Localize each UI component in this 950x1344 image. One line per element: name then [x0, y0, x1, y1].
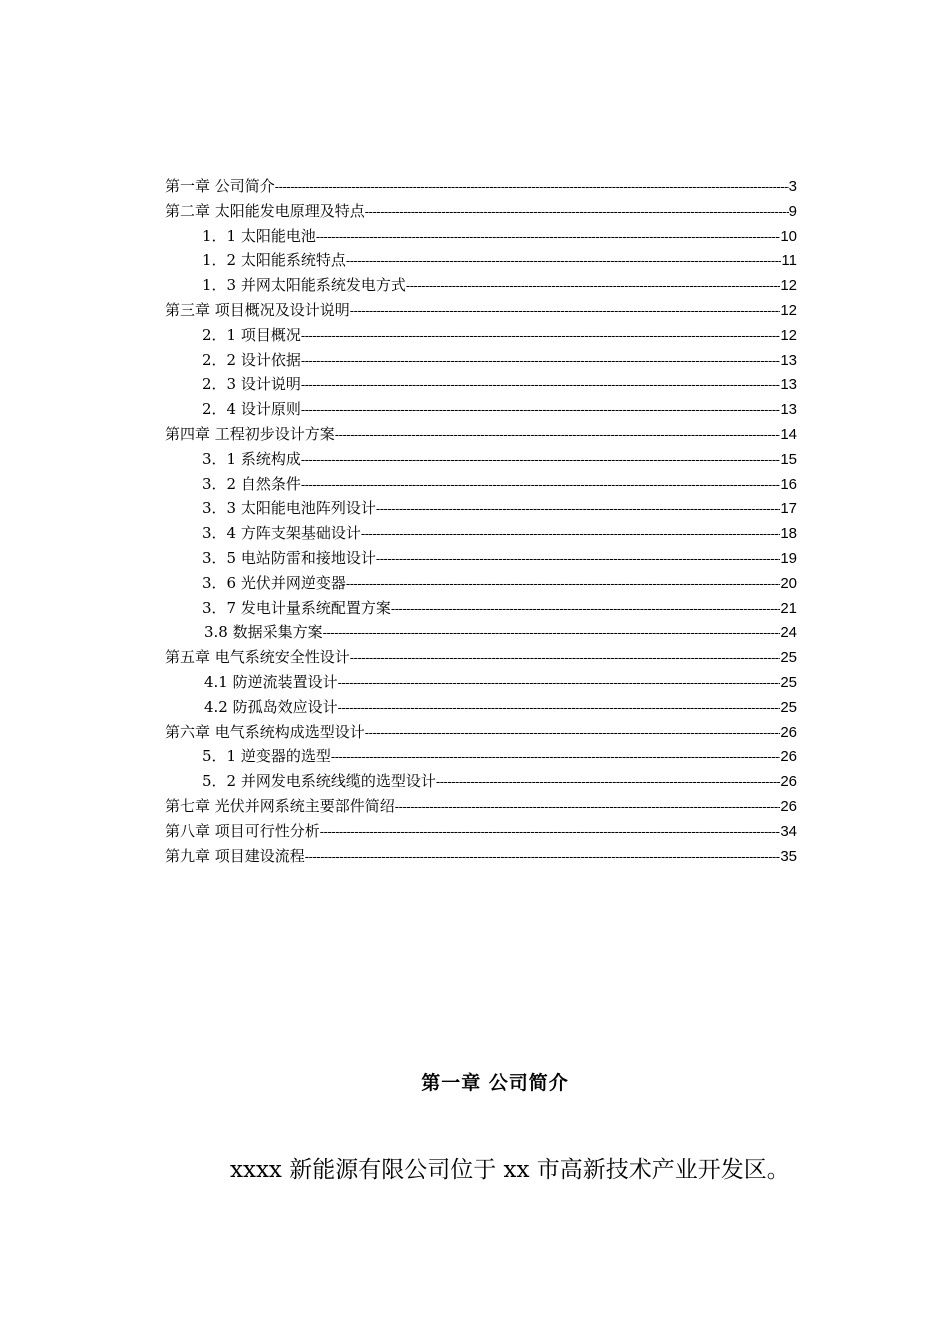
toc-page-number: 13: [780, 351, 797, 369]
toc-page-number: 18: [780, 525, 797, 543]
table-of-contents: [165, 174, 797, 868]
toc-entry[interactable]: [165, 769, 797, 794]
toc-entry[interactable]: [165, 571, 797, 596]
toc-entry-title: 3．3 太阳能电池阵列设计: [202, 499, 376, 518]
toc-entry-title: 1．1 太阳能电池: [202, 226, 316, 245]
toc-entry[interactable]: [165, 397, 797, 422]
toc-page-number: 12: [780, 301, 797, 319]
toc-entry-title: 第八章 项目可行性分析: [165, 821, 320, 840]
toc-entry-title: 3．2 自然条件: [202, 474, 301, 493]
toc-entry-title: 第二章 太阳能发电原理及特点: [165, 201, 365, 220]
toc-entry-title: 2．3 设计说明: [202, 375, 301, 394]
toc-entry[interactable]: [165, 174, 797, 199]
toc-entry-title: 2．2 设计依据: [202, 350, 301, 369]
toc-entry[interactable]: [165, 348, 797, 373]
toc-leader: [395, 795, 781, 820]
toc-page-number: 21: [780, 599, 797, 617]
toc-entry[interactable]: [165, 720, 797, 745]
toc-page-number: 3: [788, 178, 797, 195]
toc-page-number: 34: [780, 822, 797, 840]
toc-leader: [301, 373, 780, 398]
toc-entry[interactable]: [165, 372, 797, 397]
toc-page-number: 26: [780, 748, 797, 766]
toc-page-number: 11: [781, 252, 797, 270]
toc-entry-title: 3．5 电站防雷和接地设计: [202, 548, 376, 567]
toc-leader: [406, 274, 780, 299]
toc-leader: [301, 398, 780, 423]
toc-leader: [338, 671, 781, 696]
toc-entry-title: 3.8 数据采集方案: [204, 623, 323, 642]
toc-entry[interactable]: [165, 596, 797, 621]
toc-leader: [320, 820, 781, 845]
toc-leader: [335, 423, 781, 448]
toc-leader: [436, 770, 780, 795]
toc-entry[interactable]: [165, 844, 797, 869]
toc-entry[interactable]: [165, 620, 797, 645]
toc-leader: [316, 225, 780, 250]
toc-entry[interactable]: [165, 224, 797, 249]
toc-leader: [338, 696, 781, 721]
toc-entry-title: 第四章 工程初步设计方案: [165, 424, 335, 443]
toc-entry-title: 4.2 防孤岛效应设计: [204, 697, 338, 716]
toc-page-number: 16: [780, 475, 797, 493]
toc-leader: [346, 572, 780, 597]
toc-leader: [346, 249, 782, 274]
toc-entry[interactable]: [165, 472, 797, 497]
toc-leader: [365, 200, 789, 225]
toc-page-number: 26: [780, 773, 797, 791]
toc-page-number: 25: [780, 649, 797, 667]
toc-entry[interactable]: [165, 496, 797, 521]
toc-entry[interactable]: [165, 744, 797, 769]
toc-leader: [331, 745, 780, 770]
toc-entry[interactable]: [165, 819, 797, 844]
toc-entry-title: 3．7 发电计量系统配置方案: [202, 598, 391, 617]
toc-entry-title: 第七章 光伏并网系统主要部件简绍: [165, 796, 395, 815]
toc-page-number: 13: [780, 376, 797, 394]
toc-leader: [275, 175, 789, 200]
toc-leader: [323, 621, 781, 646]
toc-entry[interactable]: [165, 447, 797, 472]
toc-entry-title: 1．2 太阳能系统特点: [202, 251, 346, 270]
toc-entry-title: 第九章 项目建设流程: [165, 846, 305, 865]
toc-page-number: 13: [780, 401, 797, 419]
toc-entry-title: 2．4 设计原则: [202, 400, 301, 419]
toc-page-number: 19: [780, 549, 797, 567]
toc-page-number: 12: [780, 326, 797, 344]
toc-page-number: 15: [780, 450, 797, 468]
toc-entry[interactable]: [165, 794, 797, 819]
toc-page-number: 35: [780, 847, 797, 865]
toc-leader: [350, 646, 781, 671]
toc-entry-title: 3．1 系统构成: [202, 449, 301, 468]
toc-entry-title: 第六章 电气系统构成选型设计: [165, 722, 365, 741]
toc-leader: [301, 448, 780, 473]
toc-entry-title: 第三章 项目概况及设计说明: [165, 300, 350, 319]
toc-page-number: 26: [780, 723, 797, 741]
toc-leader: [361, 522, 780, 547]
toc-entry-title: 第一章 公司简介: [165, 177, 275, 195]
toc-entry-title: 4.1 防逆流装置设计: [204, 672, 338, 691]
toc-page-number: 24: [780, 624, 797, 642]
toc-leader: [391, 597, 780, 622]
toc-leader: [365, 721, 781, 746]
toc-entry[interactable]: [165, 248, 797, 273]
toc-entry[interactable]: [165, 546, 797, 571]
toc-entry[interactable]: [165, 273, 797, 298]
toc-leader: [376, 497, 780, 522]
toc-entry-title: 3．4 方阵支架基础设计: [202, 524, 361, 543]
toc-leader: [301, 324, 780, 349]
toc-entry[interactable]: [165, 695, 797, 720]
toc-page-number: 12: [780, 277, 797, 295]
intro-paragraph: xxxx 新能源有限公司位于 xx 市高新技术产业开发区。: [230, 1157, 790, 1183]
toc-entry[interactable]: [165, 670, 797, 695]
chapter-title: 第一章 公司简介: [421, 1072, 569, 1094]
toc-leader: [305, 845, 781, 870]
toc-entry[interactable]: [165, 323, 797, 348]
toc-leader: [301, 473, 780, 498]
toc-page-number: 14: [780, 425, 797, 443]
toc-entry[interactable]: [165, 521, 797, 546]
toc-leader: [350, 299, 781, 324]
toc-entry[interactable]: [165, 422, 797, 447]
toc-entry-title: 第五章 电气系统安全性设计: [165, 648, 350, 667]
toc-entry[interactable]: [165, 645, 797, 670]
toc-entry-title: 1．3 并网太阳能系统发电方式: [202, 276, 406, 295]
toc-leader: [376, 547, 780, 572]
toc-entry-title: 5．1 逆变器的选型: [202, 747, 331, 766]
toc-entry[interactable]: [165, 199, 797, 224]
toc-page-number: 20: [780, 574, 797, 592]
toc-entry-title: 3．6 光伏并网逆变器: [202, 573, 346, 592]
toc-page-number: 17: [780, 500, 797, 518]
toc-page-number: 25: [780, 673, 797, 691]
toc-page-number: 25: [780, 698, 797, 716]
toc-page-number: 10: [780, 227, 797, 245]
toc-page-number: 9: [788, 202, 797, 220]
toc-entry[interactable]: [165, 298, 797, 323]
toc-page-number: 26: [780, 797, 797, 815]
toc-leader: [301, 349, 780, 374]
toc-entry-title: 5．2 并网发电系统线缆的选型设计: [202, 772, 436, 791]
toc-entry-title: 2．1 项目概况: [202, 325, 301, 344]
